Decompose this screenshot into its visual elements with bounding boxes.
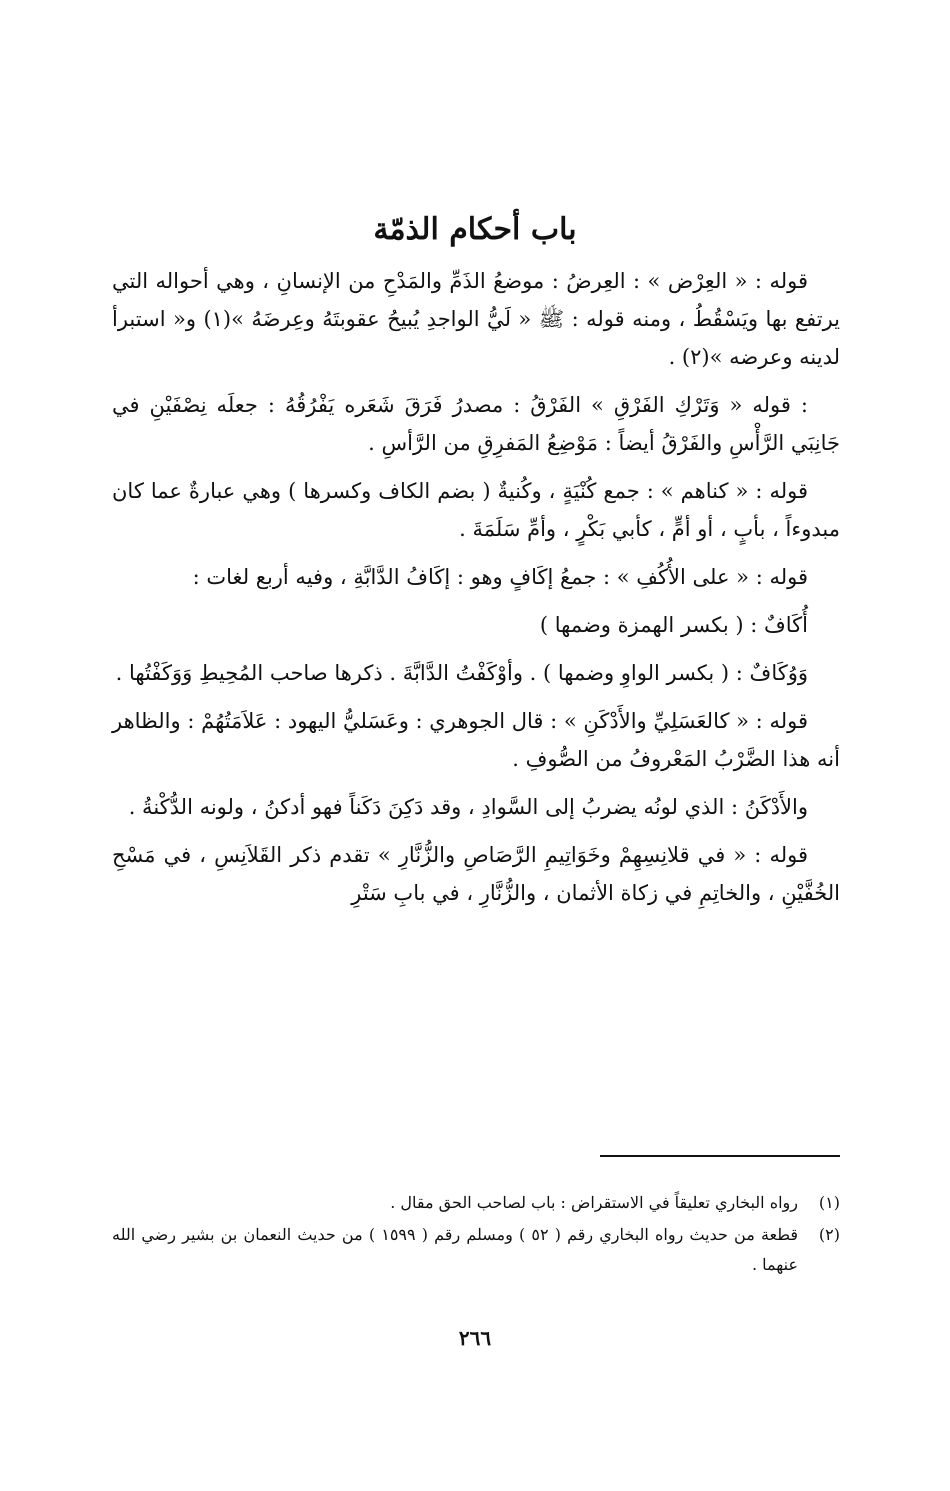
paragraph-wukaf: وَوُكَافٌ : ( بكسر الواوِ وضمها ) . وأوْكَفْتُ الدَّابَّةَ . ذكرها صاحب المُحِيطِ وَوَكَفْتُها . (115, 661, 808, 685)
footnote-divider (600, 1155, 840, 1157)
footnote-number: (٢) (818, 1225, 840, 1244)
paragraph-qalanis: قوله : « في قلانِسِهِمْ وخَوَاتِيمِ الرَّصَاصِ والزُّنَّارِ » تقدم ذكر القَلاَنِسِ ، في مَسْحِ الخُفَّيْنِ ، والخاتِمِ في زكاة الأثمان ، والزُّنَّارِ ، في بابِ سَتْرِ (112, 843, 840, 905)
footnote-2 (112, 1220, 840, 1280)
paragraph-adkan: والأَدْكَنُ : الذي لونُه يضربُ إلى السَّوادِ ، وقد دَكِنَ دَكَناً فهو أدكنُ ، ولونه الدُّكْنةُ . (128, 795, 808, 819)
main-text (112, 262, 840, 922)
paragraph-ird: قوله : « العِرْض » : العِرضُ : موضعُ الذَمِّ والمَدْحِ من الإنسانِ ، وهي أحواله التي يرتفع بها ويَسْقُطُ ، ومنه قوله : ﷺ « لَيُّ الواجدِ يُبيحُ عقوبتَهُ وعِرضَهُ »(١) و« استبرأ لدينه وعرضه »(٢) . (112, 269, 840, 369)
paragraph-asali: قوله : « كالعَسَلِيِّ والأَدْكَنِ » : قال الجوهري : وعَسَليُّ اليهود : عَلاَمَتُهُمْ : والظاهر أنه هذا الضَّرْبُ المَعْروفُ من الصُّوفِ . (112, 709, 840, 771)
footnote-number: (١) (818, 1193, 840, 1212)
page-number: ٢٦٦ (458, 1326, 492, 1350)
paragraph-ukuf: قوله : « على الأُكُفِ » : جمعُ إكَافٍ وهو : إكَافُ الدَّابَّةِ ، وفيه أربع لغات : (192, 565, 808, 589)
footnote-text: قطعة من حديث رواه البخاري رقم ( ٥٢ ) ومسلم رقم ( ١٥٩٩ ) من حديث النعمان بن بشير رضي الله عنهما . (112, 1225, 799, 1274)
footnote-text: رواه البخاري تعليقاً في الاستقراض : باب لصاحب الحق مقال . (390, 1193, 798, 1212)
paragraph-ukaf: أُكَافٌ : ( بكسر الهمزة وضمها ) (539, 613, 808, 637)
chapter-title: باب أحكام الذمّة (373, 212, 577, 247)
paragraph-farq: : قوله « وَتَرْكِ الفَرْقِ » الفَرْقُ : مصدرُ فَرَقَ شَعَره يَفْرُقُهُ : جعلَه نِصْفَيْنِ في جَانِبَي الرَّأْسِ والفَرْقُ أيضاً : مَوْضِعُ المَفرِقِ من الرَّأسِ . (112, 393, 840, 455)
footnotes (112, 1188, 840, 1282)
footnote-1 (112, 1188, 840, 1218)
paragraph-kunyah: قوله : « كناهم » : جمع كُنْيَةٍ ، وكُنيةٌ ( بضم الكاف وكسرها ) وهي عبارةٌ عما كان مبدوءاً ، بأبٍ ، أو أمٍّ ، كأبي بَكْرٍ ، وأمِّ سَلَمَةَ . (112, 479, 840, 541)
